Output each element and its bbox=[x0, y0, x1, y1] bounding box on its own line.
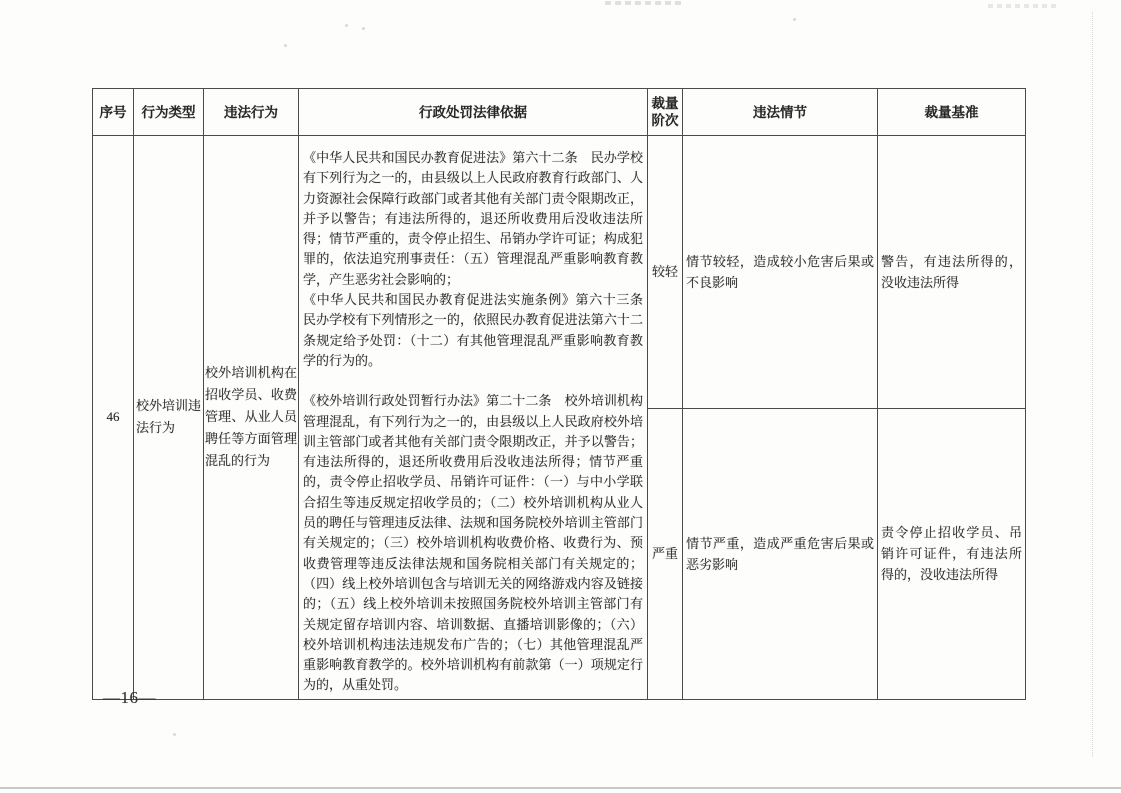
scan-artifact-bottom-edge bbox=[0, 787, 1121, 789]
header-serial-number: 序号 bbox=[93, 89, 134, 136]
cell-illegal-behavior: 校外培训机构在招收学员、收费管理、从业人员聘任等方面管理混乱的行为 bbox=[204, 136, 299, 700]
scan-artifact-speck bbox=[173, 733, 176, 736]
header-discretion-level: 裁量阶次 bbox=[648, 89, 683, 136]
legal-basis-paragraph: 《中华人民共和国民办教育促进法实施条例》第六十三条 民办学校有下列情形之一的，依照民办教育促进法第六十二条规定给予处罚：（十二）有其他管理混乱严重影响教育教学的行为的。 bbox=[303, 292, 657, 368]
scan-artifact-speck bbox=[793, 18, 796, 21]
cell-discretion-level-severe: 严重 bbox=[648, 408, 683, 699]
penalty-discretion-table bbox=[92, 88, 1026, 700]
scan-artifact-smudge bbox=[605, 1, 685, 5]
scan-artifact-speck bbox=[284, 44, 287, 47]
table-row bbox=[93, 136, 1026, 409]
header-legal-basis: 行政处罚法律依据 bbox=[299, 89, 648, 136]
table-header-row bbox=[93, 89, 1026, 136]
cell-legal-basis bbox=[299, 136, 657, 700]
scan-artifact-speck bbox=[345, 24, 348, 27]
scan-artifact-edge-line bbox=[1092, 12, 1093, 757]
page-number: —16— bbox=[103, 688, 156, 707]
header-behavior-type: 行为类型 bbox=[134, 89, 204, 136]
cell-serial-number: 46 bbox=[93, 136, 134, 700]
header-illegal-behavior: 违法行为 bbox=[204, 89, 299, 136]
cell-benchmark-severe: 责令停止招收学员、吊销许可证件，有违法所得的，没收违法所得 bbox=[878, 408, 1026, 699]
cell-circumstance-light: 情节较轻，造成较小危害后果或不良影响 bbox=[683, 136, 878, 409]
cell-behavior-type: 校外培训违法行为 bbox=[134, 136, 204, 700]
cell-discretion-level-light: 较轻 bbox=[648, 136, 683, 409]
scan-artifact-smudge bbox=[988, 4, 1060, 8]
legal-basis-paragraph: 《校外培训行政处罚暂行办法》第二十二条 校外培训机构管理混乱，有下列行为之一的，由县级以上人民政府校外培训主管部门或者其他有关部门责令限期改正，并予以警告；有违法所得的，退还所收费用后没收违法所得；情节严重的，责令停止招收学员、吊销许可证件：（一）与中小学联合招生等违反规定招收学员的；（二）校外培训机构从业人员的聘任与管理违反法律、法规和国务院校外培训主管部门有关规定的；（三）校外培训机构收费价格、收费行为、预收费管理等违反法律法规和国务院相关部门有关规定的；（四）线上校外培训包含与培训无关的网络游戏内容及链接的；（五）线上校外培训未按照国务院校外培训主管部门有关规定留存培训内容、培训数据、直播培训影像的；（六）校外培训机构违法违规发布广告的；（七）其他管理混乱严重影响教育教学的。校外培训机构有前款第（一）项规定行为的，从重处罚。 bbox=[303, 393, 643, 693]
header-violation-circumstances: 违法情节 bbox=[683, 89, 878, 136]
legal-basis-paragraph: 《中华人民共和国民办教育促进法》第六十二条 民办学校有下列行为之一的，由县级以上人民政府教育行政部门、人力资源社会保障行政部门或者其他有关部门责令限期改正，并予以警告；有违法所得的，退还所收费用后没收违法所得；情节严重的，责令停止招生、吊销办学许可证；构成犯罪的，依法追究刑事责任：（五）管理混乱严重影响教育教学，产生恶劣社会影响的； bbox=[303, 150, 643, 287]
cell-benchmark-light: 警告，有违法所得的，没收违法所得 bbox=[878, 136, 1026, 409]
header-discretion-benchmark: 裁量基准 bbox=[878, 89, 1026, 136]
cell-circumstance-severe: 情节严重，造成严重危害后果或恶劣影响 bbox=[683, 408, 878, 699]
scan-artifact-speck bbox=[362, 27, 365, 30]
